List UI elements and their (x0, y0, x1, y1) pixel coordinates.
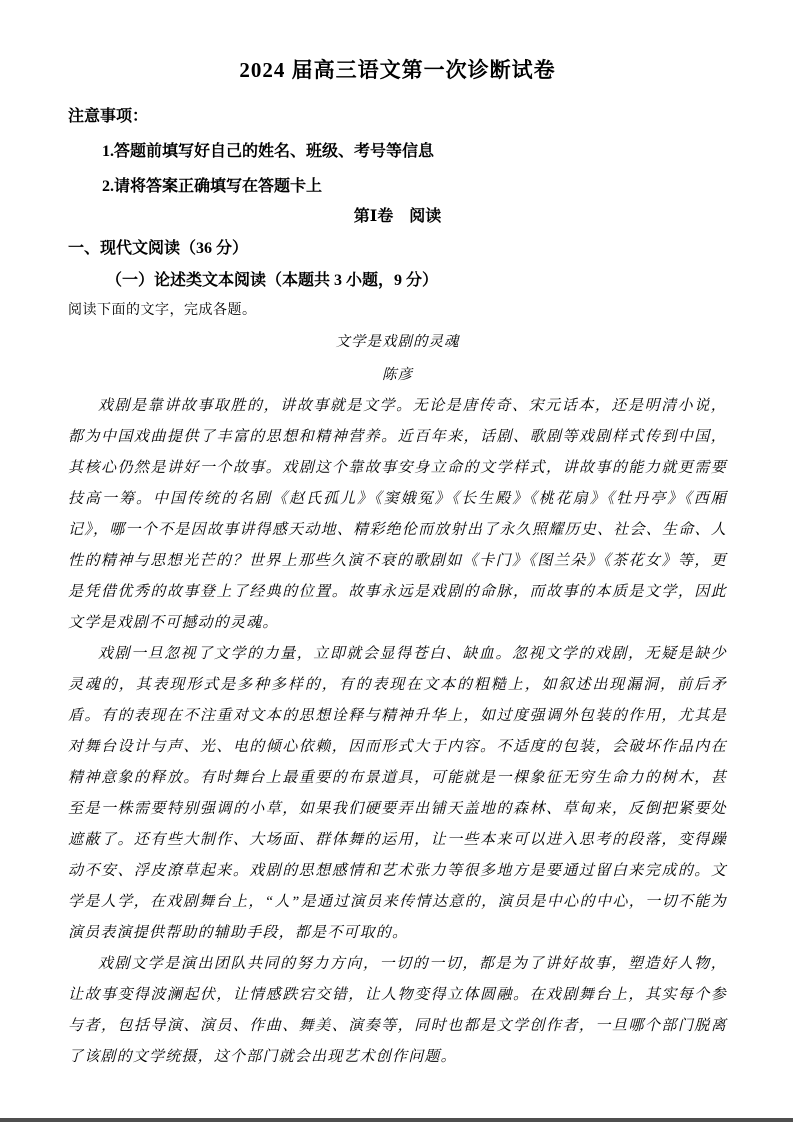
reading-passage (68, 332, 727, 1073)
passage-paragraph: 戏剧是靠讲故事取胜的，讲故事就是文学。无论是唐传奇、宋元话本，还是明清小说，都为中国戏曲提供了丰富的思想和精神营养。近百年来，话剧、歌剧等戏剧样式传到中国，其核心仍然是讲好一个故事。戏剧这个靠故事安身立命的文学样式，讲故事的能力就更需要技高一筹。中国传统的名剧《赵氏孤儿》《窦娥冤》《长生殿》《桃花扇》《牡丹亭》《西厢记》，哪一个不是因故事讲得感天动地、精彩绝伦而放射出了永久照耀历史、社会、生命、人性的精神与思想光芒的？世界上那些久演不衰的歌剧如《卡门》《图兰朵》《茶花女》等，更是凭借优秀的故事登上了经典的位置。故事永远是戏剧的命脉，而故事的本质是文学，因此文学是戏剧不可撼动的灵魂。 (68, 398, 727, 631)
passage-body (68, 391, 727, 1073)
notice-heading: 注意事项： (68, 108, 149, 125)
section-heading: 一、现代文阅读（36 分） (68, 240, 249, 257)
passage-paragraph: 戏剧文学是演出团队共同的努力方向，一切的一切，都是为了讲好故事，塑造好人物，让故事变得波澜起伏，让情感跌宕交错，让人物变得立体圆融。在戏剧舞台上，其实每个参与者，包括导演、演员、作曲、舞美、演奏等，同时也都是文学创作者，一旦哪个部门脱离了该剧的文学统摄，这个部门就会出现艺术创作问题。 (68, 956, 727, 1065)
reading-instruction: 阅读下面的文字，完成各题。 (68, 303, 257, 318)
subsection-heading: （一）论述类文本阅读（本题共 3 小题，9 分） (106, 272, 439, 289)
notice-section (68, 106, 727, 198)
page-title: 2024 届高三语文第一次诊断试卷 (239, 58, 556, 82)
volume-heading: 第Ⅰ卷 阅读 (353, 208, 442, 225)
passage-paragraph: 戏剧一旦忽视了文学的力量，立即就会显得苍白、缺血。忽视文学的戏剧，无疑是缺少灵魂的，其表现形式是多种多样的，有的表现在文本的粗糙上，如叙述出现漏洞，前后矛盾。有的表现在不注重对文本的思想诠释与精神升华上，如过度强调外包装的作用，尤其是对舞台设计与声、光、电的倾心依赖，因而形式大于内容。不适度的包装，会破坏作品内在精神意象的释放。有时舞台上最重要的布景道具，可能就是一棵象征无穷生命力的树木，甚至是一株需要特别强调的小草，如果我们硬要弄出铺天盖地的森林、草甸来，反倒把紧要处遮蔽了。还有些大制作、大场面、群体舞的运用，让一些本来可以进入思考的段落，变得躁动不安、浮皮潦草起来。戏剧的思想感情和艺术张力等很多地方是要通过留白来完成的。文学是人学，在戏剧舞台上，“人”是通过演员来传情达意的，演员是中心的中心，一切不能为演员表演提供帮助的辅助手段，都是不可取的。 (68, 646, 727, 941)
notice-item: 2.请将答案正确填写在答题卡上 (102, 178, 323, 195)
passage-author: 陈彦 (382, 367, 413, 383)
notice-item: 1.答题前填写好自己的姓名、班级、考号等信息 (102, 143, 435, 160)
passage-title: 文学是戏剧的灵魂 (335, 334, 460, 350)
